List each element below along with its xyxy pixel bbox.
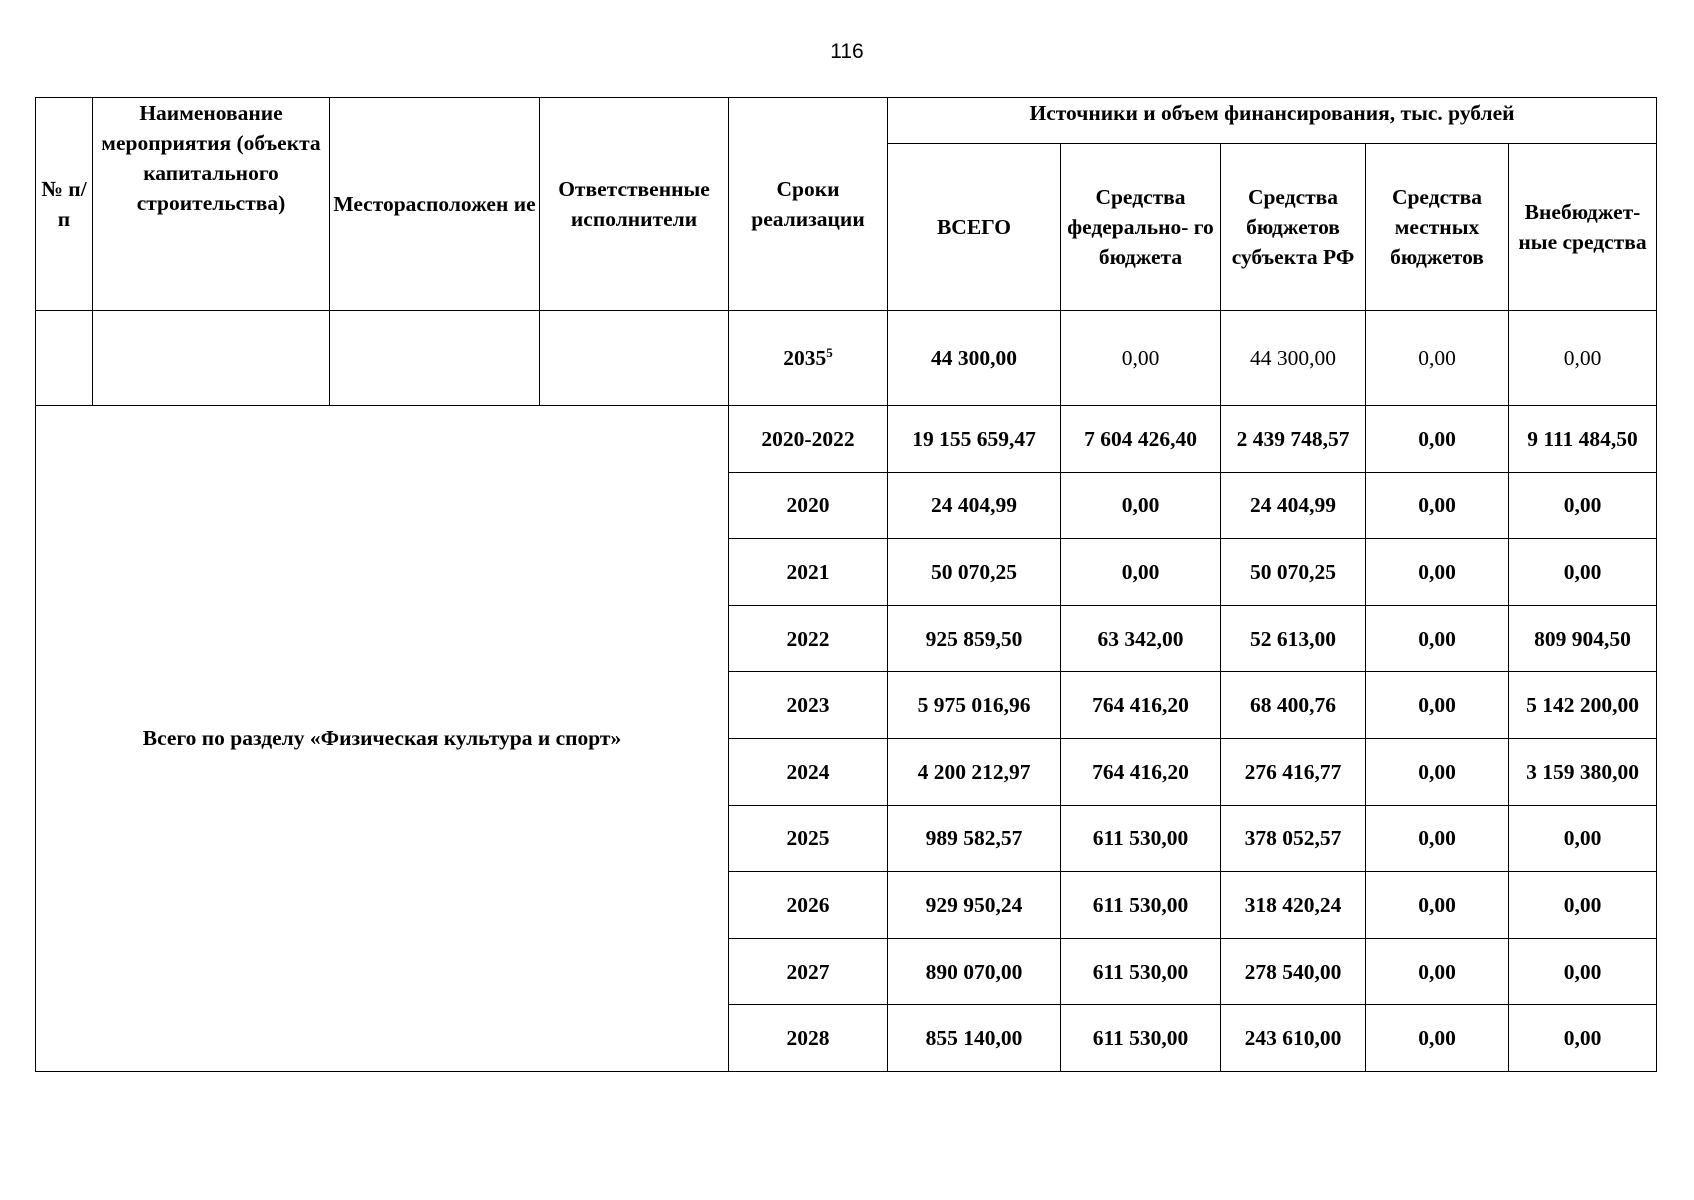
local-cell: 0,00 bbox=[1366, 539, 1509, 606]
local-cell: 0,00 bbox=[1366, 672, 1509, 739]
footnote-mark: 5 bbox=[826, 344, 833, 360]
federal-cell: 611 530,00 bbox=[1061, 1005, 1221, 1072]
subject-cell: 278 540,00 bbox=[1221, 938, 1366, 1005]
local-cell: 0,00 bbox=[1366, 605, 1509, 672]
local-cell: 0,00 bbox=[1366, 1005, 1509, 1072]
subject-cell: 243 610,00 bbox=[1221, 1005, 1366, 1072]
federal-cell: 0,00 bbox=[1061, 472, 1221, 539]
year-cell: 2027 bbox=[729, 938, 888, 1005]
federal-cell: 7 604 426,40 bbox=[1061, 406, 1221, 473]
table-header bbox=[36, 98, 1657, 311]
offbudget-cell: 5 142 200,00 bbox=[1509, 672, 1657, 739]
header-offbudget: Внебюджет- ные средства bbox=[1509, 144, 1657, 311]
offbudget-cell: 0,00 bbox=[1509, 872, 1657, 939]
local-cell: 0,00 bbox=[1366, 311, 1509, 406]
subject-cell: 44 300,00 bbox=[1221, 311, 1366, 406]
total-cell: 19 155 659,47 bbox=[888, 406, 1061, 473]
offbudget-cell: 0,00 bbox=[1509, 472, 1657, 539]
total-cell: 50 070,25 bbox=[888, 539, 1061, 606]
year-cell: 2035$^5$ bbox=[729, 311, 888, 406]
offbudget-cell: 809 904,50 bbox=[1509, 605, 1657, 672]
cell-empty bbox=[330, 311, 540, 406]
federal-cell: 764 416,20 bbox=[1061, 738, 1221, 805]
subject-cell: 318 420,24 bbox=[1221, 872, 1366, 939]
offbudget-cell: 9 111 484,50 bbox=[1509, 406, 1657, 473]
header-federal: Средства федерально- го бюджета bbox=[1061, 144, 1221, 311]
federal-cell: 611 530,00 bbox=[1061, 938, 1221, 1005]
year-cell: 2024 bbox=[729, 738, 888, 805]
table-row bbox=[36, 311, 1657, 406]
header-local: Средства местных бюджетов bbox=[1366, 144, 1509, 311]
page-number: 116 bbox=[830, 40, 864, 63]
total-cell: 44 300,00 bbox=[888, 311, 1061, 406]
section-title: Всего по разделу «Физическая культура и спорт» bbox=[36, 406, 729, 1072]
subject-cell: 2 439 748,57 bbox=[1221, 406, 1366, 473]
federal-cell: 0,00 bbox=[1061, 311, 1221, 406]
federal-cell: 764 416,20 bbox=[1061, 672, 1221, 739]
federal-cell: 611 530,00 bbox=[1061, 805, 1221, 872]
offbudget-cell: 0,00 bbox=[1509, 805, 1657, 872]
header-total: ВСЕГО bbox=[888, 144, 1061, 311]
year-cell: 2021 bbox=[729, 539, 888, 606]
year-cell: 2022 bbox=[729, 605, 888, 672]
year-cell: 2028 bbox=[729, 1005, 888, 1072]
year-cell: 2020-2022 bbox=[729, 406, 888, 473]
year-cell: 2025 bbox=[729, 805, 888, 872]
year-cell: 2026 bbox=[729, 872, 888, 939]
total-cell: 929 950,24 bbox=[888, 872, 1061, 939]
offbudget-cell: 0,00 bbox=[1509, 311, 1657, 406]
subject-cell: 50 070,25 bbox=[1221, 539, 1366, 606]
local-cell: 0,00 bbox=[1366, 472, 1509, 539]
subject-cell: 52 613,00 bbox=[1221, 605, 1366, 672]
cell-empty bbox=[93, 311, 330, 406]
header-period: Сроки реализации bbox=[729, 98, 888, 311]
local-cell: 0,00 bbox=[1366, 738, 1509, 805]
total-cell: 989 582,57 bbox=[888, 805, 1061, 872]
year-cell: 2020 bbox=[729, 472, 888, 539]
local-cell: 0,00 bbox=[1366, 872, 1509, 939]
subject-cell: 378 052,57 bbox=[1221, 805, 1366, 872]
local-cell: 0,00 bbox=[1366, 938, 1509, 1005]
header-name: Наименование мероприятия (объекта капитального строительства) bbox=[93, 98, 330, 311]
header-location: Месторасположен ие bbox=[330, 98, 540, 311]
header-sources: Источники и объем финансирования, тыс. рублей bbox=[888, 98, 1657, 144]
federal-cell: 0,00 bbox=[1061, 539, 1221, 606]
header-responsible: Ответственные исполнители bbox=[540, 98, 729, 311]
year-cell: 2023 bbox=[729, 672, 888, 739]
table-row bbox=[36, 406, 1657, 473]
offbudget-cell: 0,00 bbox=[1509, 539, 1657, 606]
total-cell: 24 404,99 bbox=[888, 472, 1061, 539]
federal-cell: 63 342,00 bbox=[1061, 605, 1221, 672]
subject-cell: 276 416,77 bbox=[1221, 738, 1366, 805]
cell-empty bbox=[36, 311, 93, 406]
total-cell: 925 859,50 bbox=[888, 605, 1061, 672]
total-cell: 855 140,00 bbox=[888, 1005, 1061, 1072]
offbudget-cell: 0,00 bbox=[1509, 1005, 1657, 1072]
total-cell: 4 200 212,97 bbox=[888, 738, 1061, 805]
subject-cell: 68 400,76 bbox=[1221, 672, 1366, 739]
header-num: № п/п bbox=[36, 98, 93, 311]
cell-empty bbox=[540, 311, 729, 406]
table-body bbox=[36, 311, 1657, 1072]
subject-cell: 24 404,99 bbox=[1221, 472, 1366, 539]
total-cell: 5 975 016,96 bbox=[888, 672, 1061, 739]
header-subject: Средства бюджетов субъекта РФ bbox=[1221, 144, 1366, 311]
federal-cell: 611 530,00 bbox=[1061, 872, 1221, 939]
local-cell: 0,00 bbox=[1366, 805, 1509, 872]
financing-table bbox=[35, 97, 1657, 1072]
offbudget-cell: 3 159 380,00 bbox=[1509, 738, 1657, 805]
offbudget-cell: 0,00 bbox=[1509, 938, 1657, 1005]
total-cell: 890 070,00 bbox=[888, 938, 1061, 1005]
local-cell: 0,00 bbox=[1366, 406, 1509, 473]
